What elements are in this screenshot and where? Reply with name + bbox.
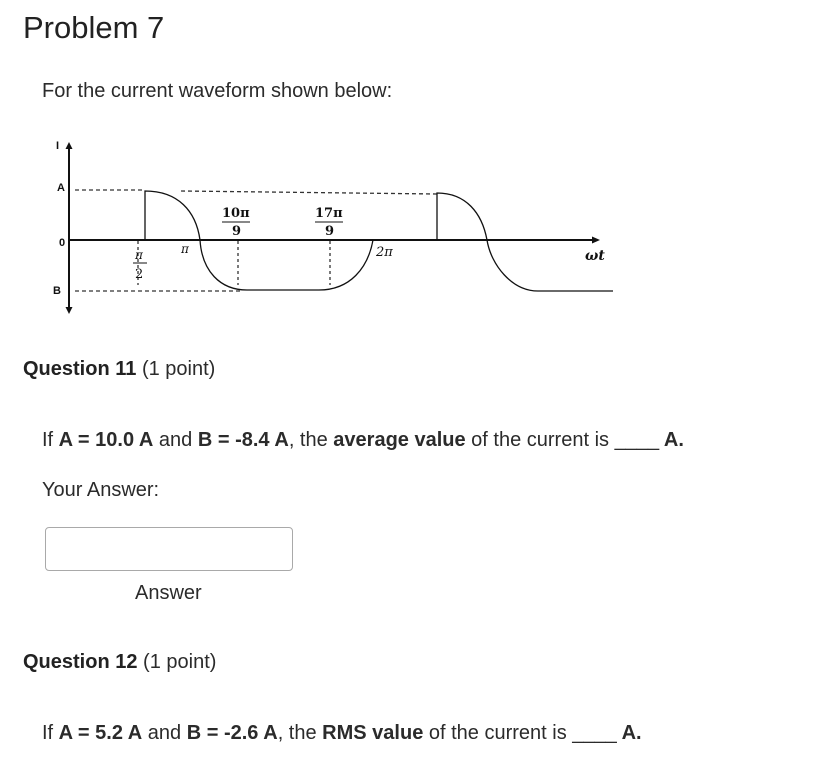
question-12-header bbox=[23, 651, 216, 674]
level-a-label: A bbox=[57, 182, 65, 194]
y-axis-label: I bbox=[56, 140, 60, 152]
q11-value-a: A = 10.0 A bbox=[58, 429, 154, 451]
tick-half-pi-den: 2 bbox=[135, 267, 144, 282]
q12-value-a: A = 5.2 A bbox=[58, 722, 143, 744]
question-11-header bbox=[23, 358, 215, 381]
q11-blank: ____ bbox=[614, 429, 660, 451]
q11-text-part: and bbox=[153, 429, 198, 451]
q11-unit: A. bbox=[659, 429, 684, 451]
answer-input[interactable] bbox=[45, 527, 293, 571]
q12-blank: ____ bbox=[572, 722, 617, 744]
tick-17pi-9-num: 17π bbox=[315, 206, 343, 221]
q12-text-part: and bbox=[142, 722, 187, 744]
q12-text-part: of the current is bbox=[423, 722, 573, 744]
page-title: Problem 7 bbox=[23, 10, 165, 45]
waveform-figure bbox=[50, 133, 620, 318]
level-a-dashed-2 bbox=[181, 191, 437, 194]
your-answer-label: Your Answer: bbox=[42, 479, 160, 501]
tick-10pi-9-den: 9 bbox=[232, 224, 242, 239]
question-11-text bbox=[42, 429, 684, 452]
q12-unit: A. bbox=[616, 722, 642, 744]
q11-text-part: of the current is bbox=[465, 429, 615, 451]
tick-2pi: 2π bbox=[376, 245, 393, 260]
tick-pi: π bbox=[181, 242, 189, 256]
problem-intro: For the current waveform shown below: bbox=[42, 80, 393, 102]
y-axis-arrow-down bbox=[66, 307, 73, 314]
x-axis-arrow bbox=[592, 237, 600, 244]
q11-value-b: B = -8.4 A bbox=[197, 429, 289, 451]
y-axis-arrow-up bbox=[66, 142, 73, 149]
q11-text-part: , the bbox=[288, 429, 334, 451]
tick-half-pi-num: π bbox=[135, 248, 143, 262]
tick-10pi-9-num: 10π bbox=[222, 206, 250, 221]
question-12-title: Question 12 bbox=[23, 651, 138, 673]
q11-text-part: If bbox=[42, 429, 59, 451]
question-11-title: Question 11 bbox=[23, 358, 137, 380]
question-12-points: (1 point) bbox=[143, 651, 217, 673]
q12-value-b: B = -2.6 A bbox=[186, 722, 278, 744]
q12-text-part: , the bbox=[277, 722, 323, 744]
q12-text-part: If bbox=[42, 722, 59, 744]
q11-quantity: average value bbox=[333, 429, 466, 451]
zero-label: 0 bbox=[59, 237, 66, 249]
x-axis-label: ωt bbox=[585, 248, 605, 264]
question-11-points: (1 point) bbox=[141, 358, 216, 380]
answer-caption: Answer bbox=[135, 582, 202, 604]
question-12-text bbox=[42, 722, 642, 745]
waveform-curve-2 bbox=[437, 193, 613, 291]
level-b-label: B bbox=[53, 285, 61, 297]
tick-17pi-9-den: 9 bbox=[325, 224, 335, 239]
q12-quantity: RMS value bbox=[322, 722, 424, 744]
